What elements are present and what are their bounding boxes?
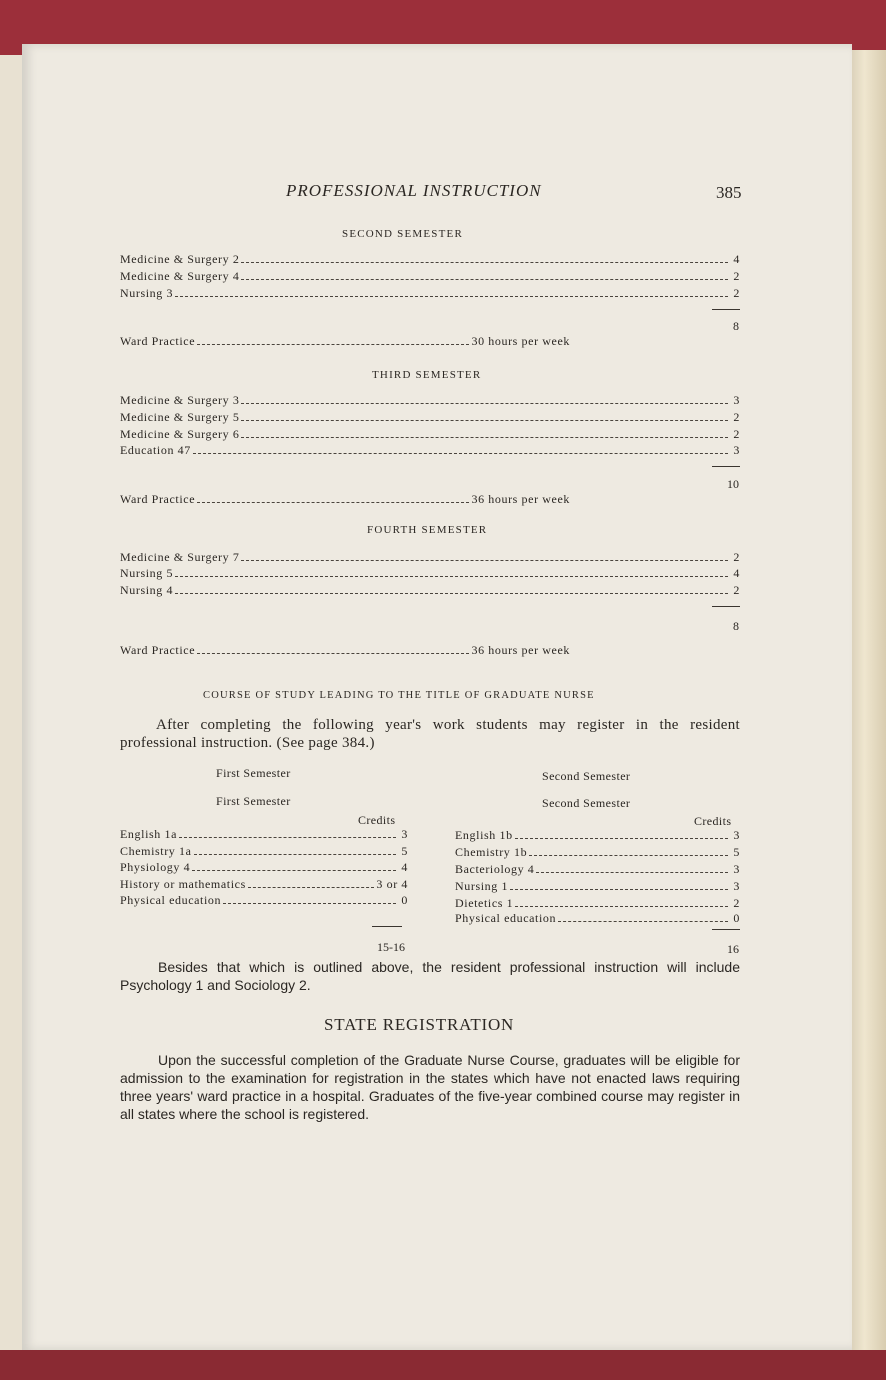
book-cover-bottom — [0, 1350, 886, 1380]
graduate-course-heading: COURSE OF STUDY LEADING TO THE TITLE OF GRADUATE NURSE — [203, 690, 595, 701]
course-label: English 1b — [455, 828, 513, 842]
semester-total: 8 — [733, 619, 739, 633]
course-row — [120, 410, 740, 425]
course-row — [120, 269, 740, 284]
page-edges — [850, 50, 886, 1350]
ward-practice-row — [120, 492, 570, 507]
course-row — [120, 393, 740, 408]
course-row — [120, 893, 408, 908]
sum-rule — [712, 606, 740, 607]
third-semester-heading: THIRD SEMESTER — [372, 369, 482, 381]
course-label: Bacteriology 4 — [455, 862, 535, 876]
course-label: Medicine & Surgery 6 — [120, 427, 240, 441]
fourth-semester-heading: FOURTH SEMESTER — [367, 524, 488, 536]
course-row — [455, 896, 740, 911]
credit-value: 5 — [733, 845, 740, 859]
sum-rule — [372, 926, 402, 927]
course-label: Nursing 1 — [455, 879, 509, 893]
credit-value: 2 — [733, 583, 740, 597]
sum-rule — [712, 466, 740, 467]
credits-column-label: Credits — [694, 814, 732, 828]
course-row — [455, 845, 740, 860]
semester-total: 10 — [727, 477, 739, 491]
credit-value: 3 — [733, 879, 740, 893]
ward-practice-row — [120, 643, 570, 658]
credit-value: 2 — [733, 427, 740, 441]
credit-value: 2 — [733, 269, 740, 283]
state-registration-heading: STATE REGISTRATION — [324, 1015, 515, 1034]
course-row — [455, 828, 740, 843]
ward-practice-label: Ward Practice — [120, 643, 196, 657]
facing-page — [0, 55, 24, 1350]
course-label: Medicine & Surgery 3 — [120, 393, 240, 407]
running-header-title: PROFESSIONAL INSTRUCTION — [286, 181, 542, 200]
credit-value: 2 — [733, 286, 740, 300]
ward-practice-row — [120, 334, 570, 349]
ward-practice-hours: 36 hours per week — [471, 643, 570, 657]
course-label: History or mathematics — [120, 877, 246, 891]
second-semester-label: Second Semester — [542, 769, 631, 783]
state-registration-text: Upon the successful completion of the Graduate Nurse Course, graduates will be eligible for admission to the examination for registration in the states which have not enacted laws requiring three years' ward practice in a hospital. Graduates of the five-year combined course may register in all states where the school is registered. — [120, 1052, 740, 1122]
course-row — [455, 911, 740, 926]
course-row — [120, 583, 740, 598]
credit-value: 0 — [733, 911, 740, 925]
course-label: Nursing 5 — [120, 566, 174, 580]
course-label: Nursing 3 — [120, 286, 174, 300]
course-label: Chemistry 1b — [455, 845, 528, 859]
course-label: Nursing 4 — [120, 583, 174, 597]
credit-value: 5 — [401, 844, 408, 858]
course-label: Medicine & Surgery 5 — [120, 410, 240, 424]
course-label: Education 47 — [120, 443, 191, 457]
course-row — [120, 827, 408, 842]
page-number: 385 — [716, 183, 742, 202]
credit-value: 4 — [401, 860, 408, 874]
credit-value: 0 — [401, 893, 408, 907]
course-row — [120, 252, 740, 267]
ward-practice-hours: 36 hours per week — [471, 492, 570, 506]
course-label: Physiology 4 — [120, 860, 191, 874]
course-row — [455, 862, 740, 877]
course-row — [120, 844, 408, 859]
credit-value: 3 — [733, 393, 740, 407]
credit-value: 3 or 4 — [376, 877, 408, 891]
second-semester-heading: SECOND SEMESTER — [342, 228, 463, 240]
credit-value: 4 — [733, 566, 740, 580]
course-row — [120, 443, 740, 458]
course-row — [120, 550, 740, 565]
course-label: English 1a — [120, 827, 177, 841]
first-semester-label: First Semester — [216, 794, 291, 808]
semester-total: 8 — [733, 319, 739, 333]
course-row — [120, 427, 740, 442]
second-semester-label: Second Semester — [542, 796, 631, 810]
course-row — [120, 286, 740, 301]
first-semester-label: First Semester — [216, 766, 291, 780]
course-row — [120, 566, 740, 581]
credit-value: 2 — [733, 896, 740, 910]
ward-practice-label: Ward Practice — [120, 492, 196, 506]
course-label: Chemistry 1a — [120, 844, 192, 858]
course-label: Dietetics 1 — [455, 896, 514, 910]
ward-practice-label: Ward Practice — [120, 334, 196, 348]
course-label: Medicine & Surgery 4 — [120, 269, 240, 283]
graduate-course-intro: After completing the following year's work students may register in the resident professional instruction. (See page 384.) — [120, 717, 740, 751]
second-semester-total: 16 — [727, 942, 739, 956]
credit-value: 3 — [401, 827, 408, 841]
credit-value: 3 — [733, 443, 740, 457]
course-label: Physical education — [120, 893, 222, 907]
course-label: Medicine & Surgery 2 — [120, 252, 240, 266]
course-label: Medicine & Surgery 7 — [120, 550, 240, 564]
first-semester-total: 15-16 — [377, 940, 405, 954]
graduate-course-closing: Besides that which is outlined above, the resident professional instruction will include Psychology 1 and Sociology 2. — [120, 959, 740, 993]
course-row — [120, 860, 408, 875]
ward-practice-hours: 30 hours per week — [471, 334, 570, 348]
book-page — [22, 44, 852, 1350]
credit-value: 3 — [733, 828, 740, 842]
credit-value: 2 — [733, 550, 740, 564]
course-label: Physical education — [455, 911, 557, 925]
credit-value: 3 — [733, 862, 740, 876]
sum-rule — [712, 929, 740, 930]
credit-value: 4 — [733, 252, 740, 266]
course-row — [455, 879, 740, 894]
credit-value: 2 — [733, 410, 740, 424]
course-row — [120, 877, 408, 892]
sum-rule — [712, 309, 740, 310]
credits-column-label: Credits — [358, 813, 396, 827]
